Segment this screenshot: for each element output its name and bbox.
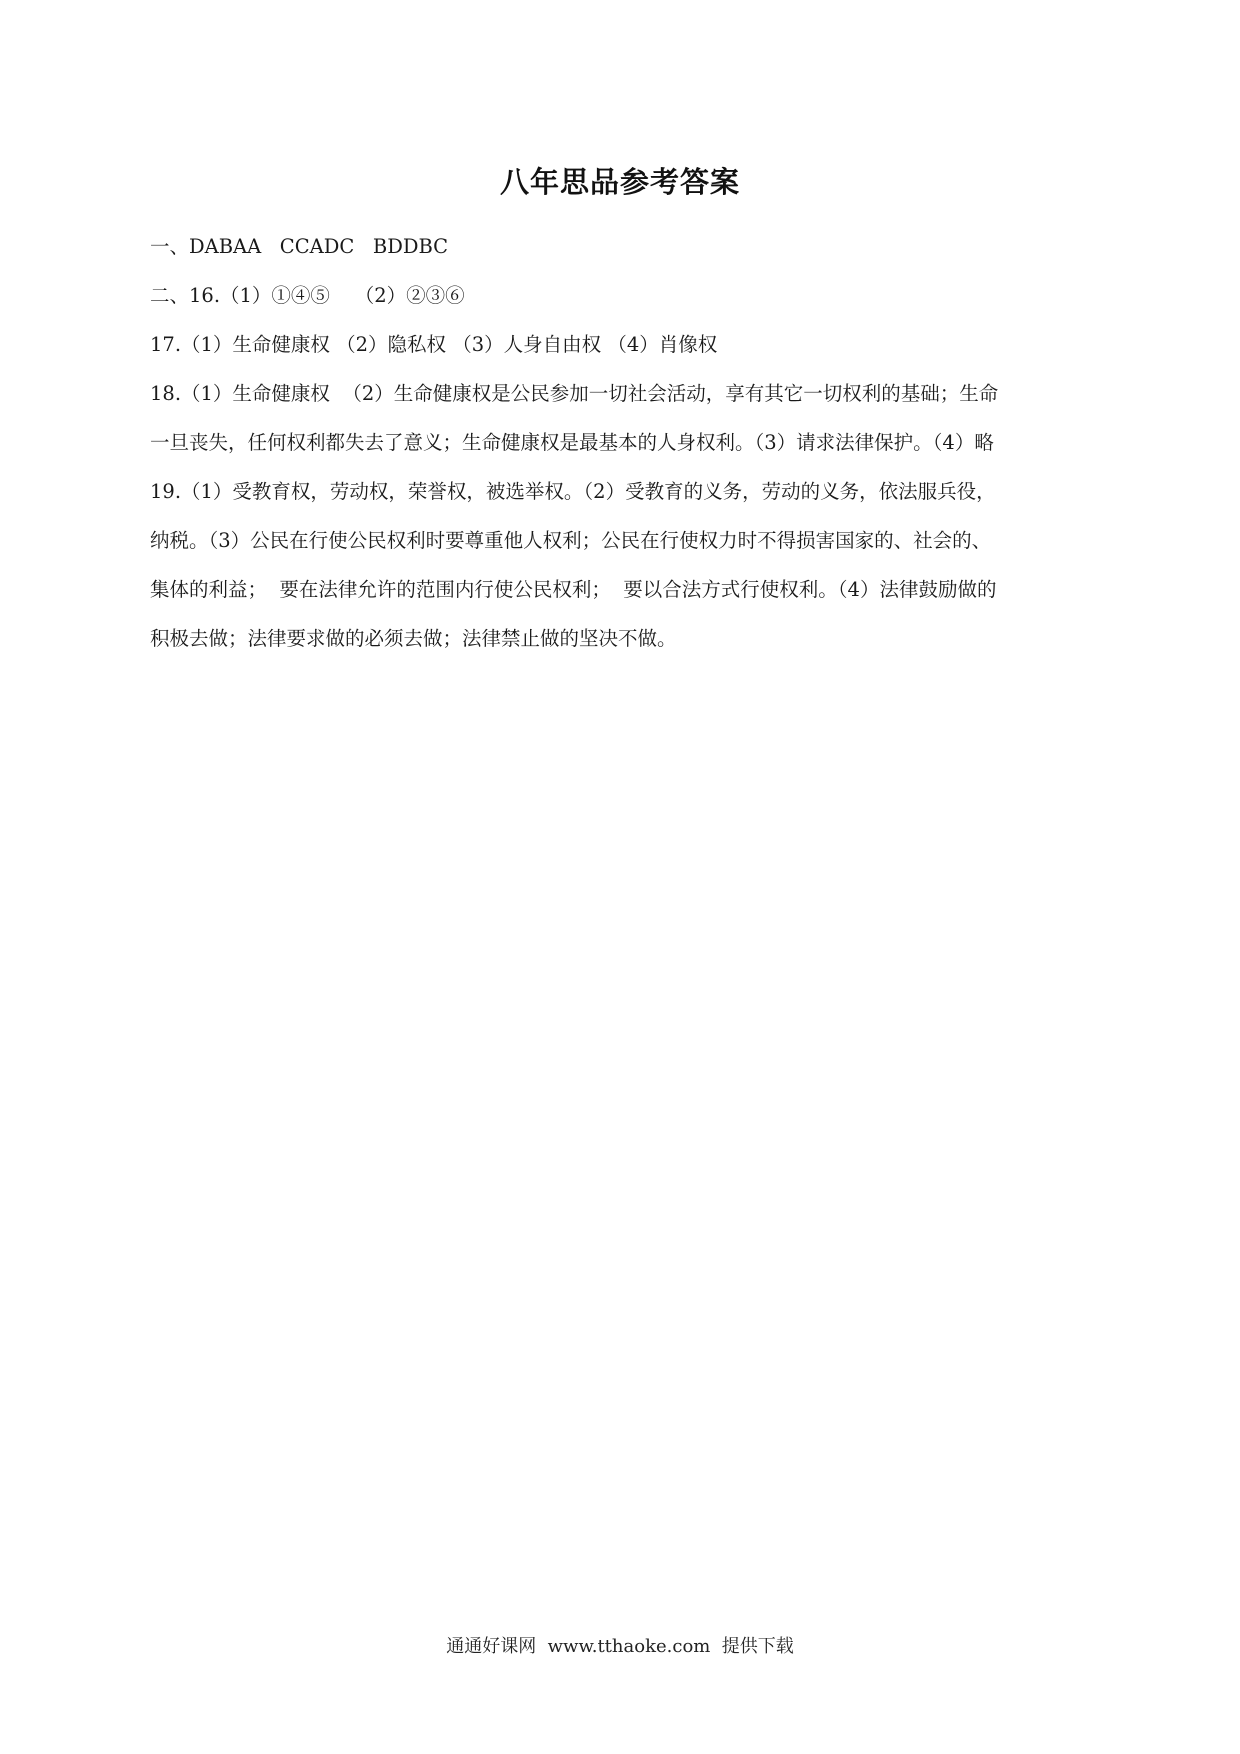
answer-line-18a: 18.（1）生命健康权 （2）生命健康权是公民参加一切社会活动，享有其它一切权利的基础；生命 (150, 382, 999, 405)
page-title: 八年思品参考答案 (499, 165, 740, 199)
answer-line-19d: 积极去做；法律要求做的必须去做；法律禁止做的坚决不做。 (150, 627, 677, 650)
answer-line-choice: 一、DABAA CCADC BDDBC (150, 235, 449, 258)
page-footer: 通通好课网 www.tthaoke.com 提供下载 (446, 1636, 794, 1657)
answer-line-18b: 一旦丧失，任何权利都失去了意义；生命健康权是最基本的人身权利。（3）请求法律保护。（4）略 (150, 431, 994, 454)
answer-line-19a: 19.（1）受教育权，劳动权，荣誉权，被选举权。（2）受教育的义务，劳动的义务，依法服兵役， (150, 480, 996, 503)
answer-line-17: 17.（1）生命健康权 （2）隐私权 （3）人身自由权 （4）肖像权 (150, 333, 718, 356)
answer-content (150, 222, 1100, 663)
answer-line-19c: 集体的利益； 要在法律允许的范围内行使公民权利； 要以合法方式行使权利。（4）法律鼓励做的 (150, 578, 997, 601)
answer-line-19b: 纳税。（3）公民在行使公民权利时要尊重他人权利；公民在行使权力时不得损害国家的、社会的、 (150, 529, 992, 552)
answer-line-16: 二、16.（1）①④⑤ （2）②③⑥ (150, 284, 465, 307)
